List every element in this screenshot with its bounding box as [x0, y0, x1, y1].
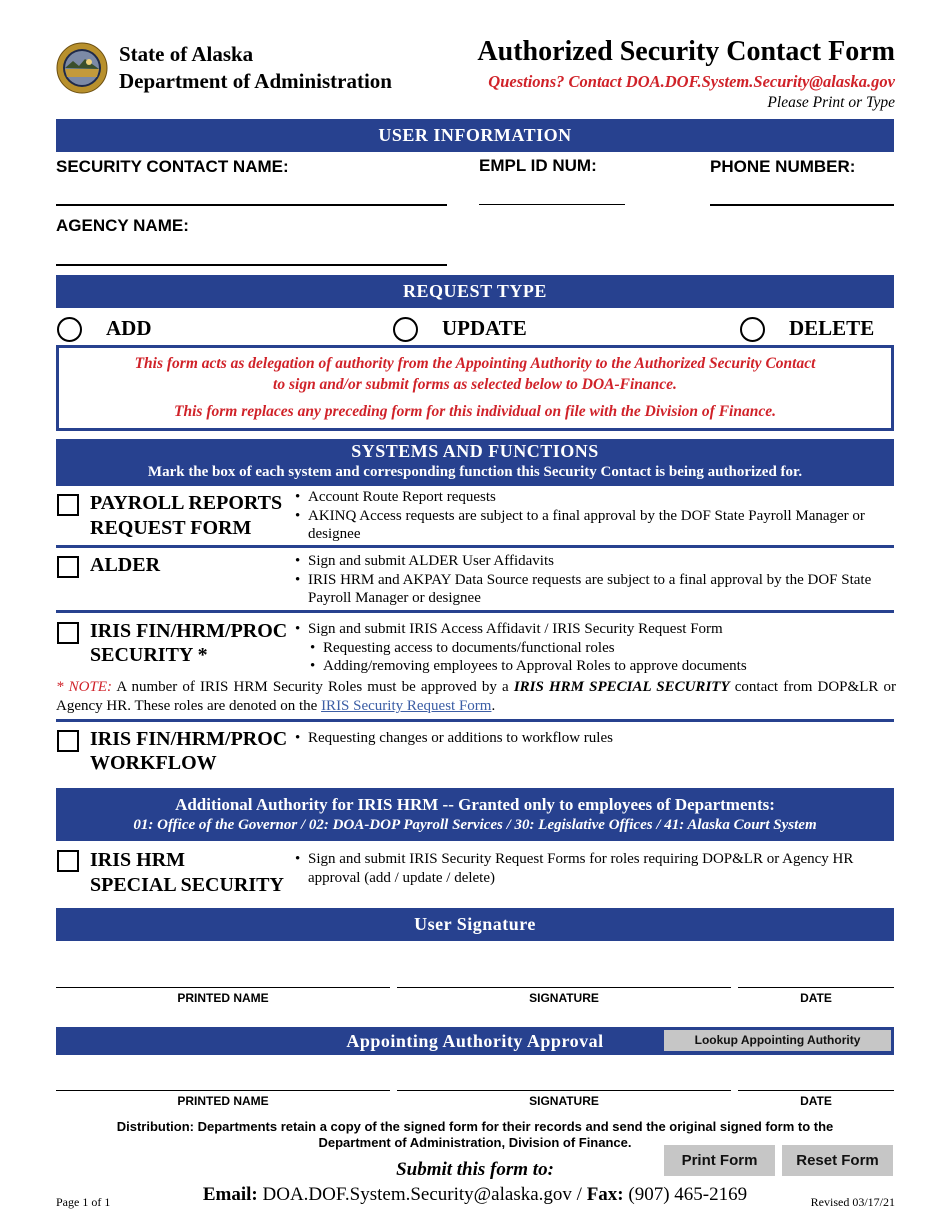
user-printed-name-line: [56, 987, 390, 988]
add-radio[interactable]: [57, 317, 82, 342]
list-item: • AKINQ Access requests are subject to a final approval by the DOF State Payroll Manager or designee: [288, 507, 873, 544]
print-note: Please Print or Type: [767, 94, 895, 111]
list-item: • Requesting changes or additions to workflow rules: [288, 729, 873, 748]
divider: [56, 545, 894, 548]
security-contact-name-label: SECURITY CONTACT NAME:: [56, 157, 289, 176]
divider: [56, 719, 894, 722]
approver-date-line: [738, 1090, 894, 1091]
delete-radio[interactable]: [740, 317, 765, 342]
additional-authority-departments: 01: Office of the Governor / 02: DOA-DOP Payroll Services / 30: Legislative Offices / 41: Alaska Court System: [133, 817, 817, 833]
iris-security-functions: [288, 620, 888, 676]
lookup-appointing-authority-button[interactable]: Lookup Appointing Authority: [664, 1030, 891, 1051]
alder-functions: [288, 552, 873, 608]
list-item: • IRIS HRM and AKPAY Data Source requests are subject to a final approval by the DOF State Payroll Manager or designee: [288, 571, 873, 608]
approver-signature-line: [397, 1090, 731, 1091]
reset-form-button[interactable]: Reset Form: [782, 1145, 893, 1176]
form-title: Authorized Security Contact Form: [477, 36, 895, 67]
delete-label: DELETE: [789, 316, 875, 340]
approver-printed-name-field[interactable]: [56, 1058, 390, 1090]
list-item: • Adding/removing employees to Approval Roles to approve documents: [288, 657, 888, 676]
delegation-line1: This form acts as delegation of authority from the Appointing Authority to the Authorized Security Contact: [134, 355, 816, 372]
iris-security-request-form-link[interactable]: IRIS Security Request Form: [321, 698, 492, 714]
add-label: ADD: [106, 316, 152, 340]
list-item: • Sign and submit IRIS Security Request Forms for roles requiring DOP&LR or Agency HR approval (add / update / delete): [288, 850, 873, 887]
iris-security-name-line2: SECURITY *: [90, 644, 208, 666]
phone-number-label: PHONE NUMBER:: [710, 157, 856, 176]
email-label: Email:: [202, 1184, 258, 1205]
delegation-line2: to sign and/or submit forms as selected below to DOA-Finance.: [273, 376, 677, 393]
approval-heading: Appointing Authority Approval: [56, 1027, 894, 1055]
submit-email: DOA.DOF.System.Security@alaska.gov: [262, 1184, 572, 1205]
list-item: • Sign and submit ALDER User Affidavits: [288, 552, 873, 571]
update-radio[interactable]: [393, 317, 418, 342]
payroll-reports-name-line1: PAYROLL REPORTS: [90, 492, 283, 514]
agency-name-line1: State of Alaska: [119, 42, 254, 66]
questions-contact: Questions? Contact DOA.DOF.System.Security@alaska.gov: [488, 72, 895, 91]
additional-authority-heading: Additional Authority for IRIS HRM -- Granted only to employees of Departments:: [175, 795, 775, 814]
distribution-line2: Department of Administration, Division of Finance.: [318, 1135, 632, 1150]
note-label: * NOTE:: [56, 679, 112, 695]
approver-date-field[interactable]: [738, 1058, 894, 1090]
iris-hrm-special-security-checkbox[interactable]: [57, 850, 79, 872]
iris-workflow-checkbox[interactable]: [57, 730, 79, 752]
empl-id-field[interactable]: [479, 180, 625, 204]
phone-number-field[interactable]: [710, 180, 894, 204]
note-emphasis: IRIS HRM SPECIAL SECURITY: [513, 679, 730, 695]
agency-name-underline: [56, 264, 447, 266]
list-item: • Account Route Report requests: [288, 488, 873, 507]
page-number: Page 1 of 1: [56, 1195, 111, 1209]
agency-name-label: AGENCY NAME:: [56, 216, 189, 235]
approver-signature-label: SIGNATURE: [529, 1094, 599, 1108]
divider: [56, 610, 894, 613]
list-item: • Sign and submit IRIS Access Affidavit / IRIS Security Request Form: [288, 620, 888, 639]
distribution-line1: Distribution: Departments retain a copy of the signed form for their records and send the original signed form to the: [116, 1119, 834, 1134]
phone-number-underline: [710, 204, 894, 206]
user-signature-line: [397, 987, 731, 988]
alder-checkbox[interactable]: [57, 556, 79, 578]
systems-subheading: Mark the box of each system and corresponding function this Security Contact is being authorized for.: [147, 464, 803, 480]
list-item: • Requesting access to documents/functional roles: [288, 639, 888, 658]
security-contact-name-underline: [56, 204, 447, 206]
fax-label: Fax:: [586, 1184, 624, 1205]
agency-name-field[interactable]: [56, 240, 447, 264]
submit-fax: (907) 465-2169: [628, 1184, 748, 1205]
delegation-line3: This form replaces any preceding form for this individual on file with the Division of Finance.: [174, 403, 776, 420]
update-label: UPDATE: [442, 316, 527, 340]
revised-date: Revised 03/17/21: [810, 1195, 895, 1209]
iris-hrm-special-functions: [288, 850, 873, 887]
security-contact-name-field[interactable]: [56, 180, 447, 204]
payroll-reports-name-line2: REQUEST FORM: [90, 517, 252, 539]
note-text-2: contact from DOP&LR or Agency HR. These roles are denoted on the: [56, 679, 896, 714]
user-signature-field[interactable]: [397, 955, 731, 987]
user-printed-name-field[interactable]: [56, 955, 390, 987]
approver-date-label: DATE: [800, 1094, 832, 1108]
approver-printed-name-label: PRINTED NAME: [177, 1094, 269, 1108]
empl-id-underline: [479, 204, 625, 205]
iris-workflow-functions: [288, 729, 873, 748]
iris-hrm-special-name-line2: SPECIAL SECURITY: [90, 874, 284, 896]
iris-security-name-line1: IRIS FIN/HRM/PROC: [90, 620, 288, 642]
user-date-field[interactable]: [738, 955, 894, 987]
payroll-reports-checkbox[interactable]: [57, 494, 79, 516]
payroll-reports-functions: [288, 488, 873, 544]
empl-id-label: EMPL ID NUM:: [479, 156, 597, 175]
user-date-line: [738, 987, 894, 988]
submit-to-label: Submit this form to:: [396, 1159, 554, 1180]
agency-name-line2: Department of Administration: [119, 69, 392, 93]
note-end: .: [491, 698, 496, 714]
iris-workflow-name-line1: IRIS FIN/HRM/PROC: [90, 728, 288, 750]
alder-name: ALDER: [90, 554, 161, 576]
user-signature-heading: User Signature: [56, 908, 894, 941]
iris-security-checkbox[interactable]: [57, 622, 79, 644]
iris-hrm-special-name-line1: IRIS HRM: [90, 849, 186, 871]
user-signature-label: SIGNATURE: [529, 991, 599, 1005]
user-printed-name-label: PRINTED NAME: [177, 991, 269, 1005]
request-type-heading: REQUEST TYPE: [56, 275, 894, 308]
separator: /: [576, 1184, 582, 1205]
iris-workflow-name-line2: WORKFLOW: [90, 752, 217, 774]
user-info-heading: USER INFORMATION: [56, 119, 894, 152]
approver-printed-name-line: [56, 1090, 390, 1091]
state-seal-icon: [56, 42, 108, 94]
user-date-label: DATE: [800, 991, 832, 1005]
submit-contact: [56, 1184, 894, 1206]
iris-security-note: [56, 678, 896, 716]
note-text-1: A number of IRIS HRM Security Roles must be approved by a: [116, 679, 509, 695]
approver-signature-field[interactable]: [397, 1058, 731, 1090]
systems-heading: SYSTEMS AND FUNCTIONS: [351, 441, 599, 461]
print-form-button[interactable]: Print Form: [664, 1145, 775, 1176]
